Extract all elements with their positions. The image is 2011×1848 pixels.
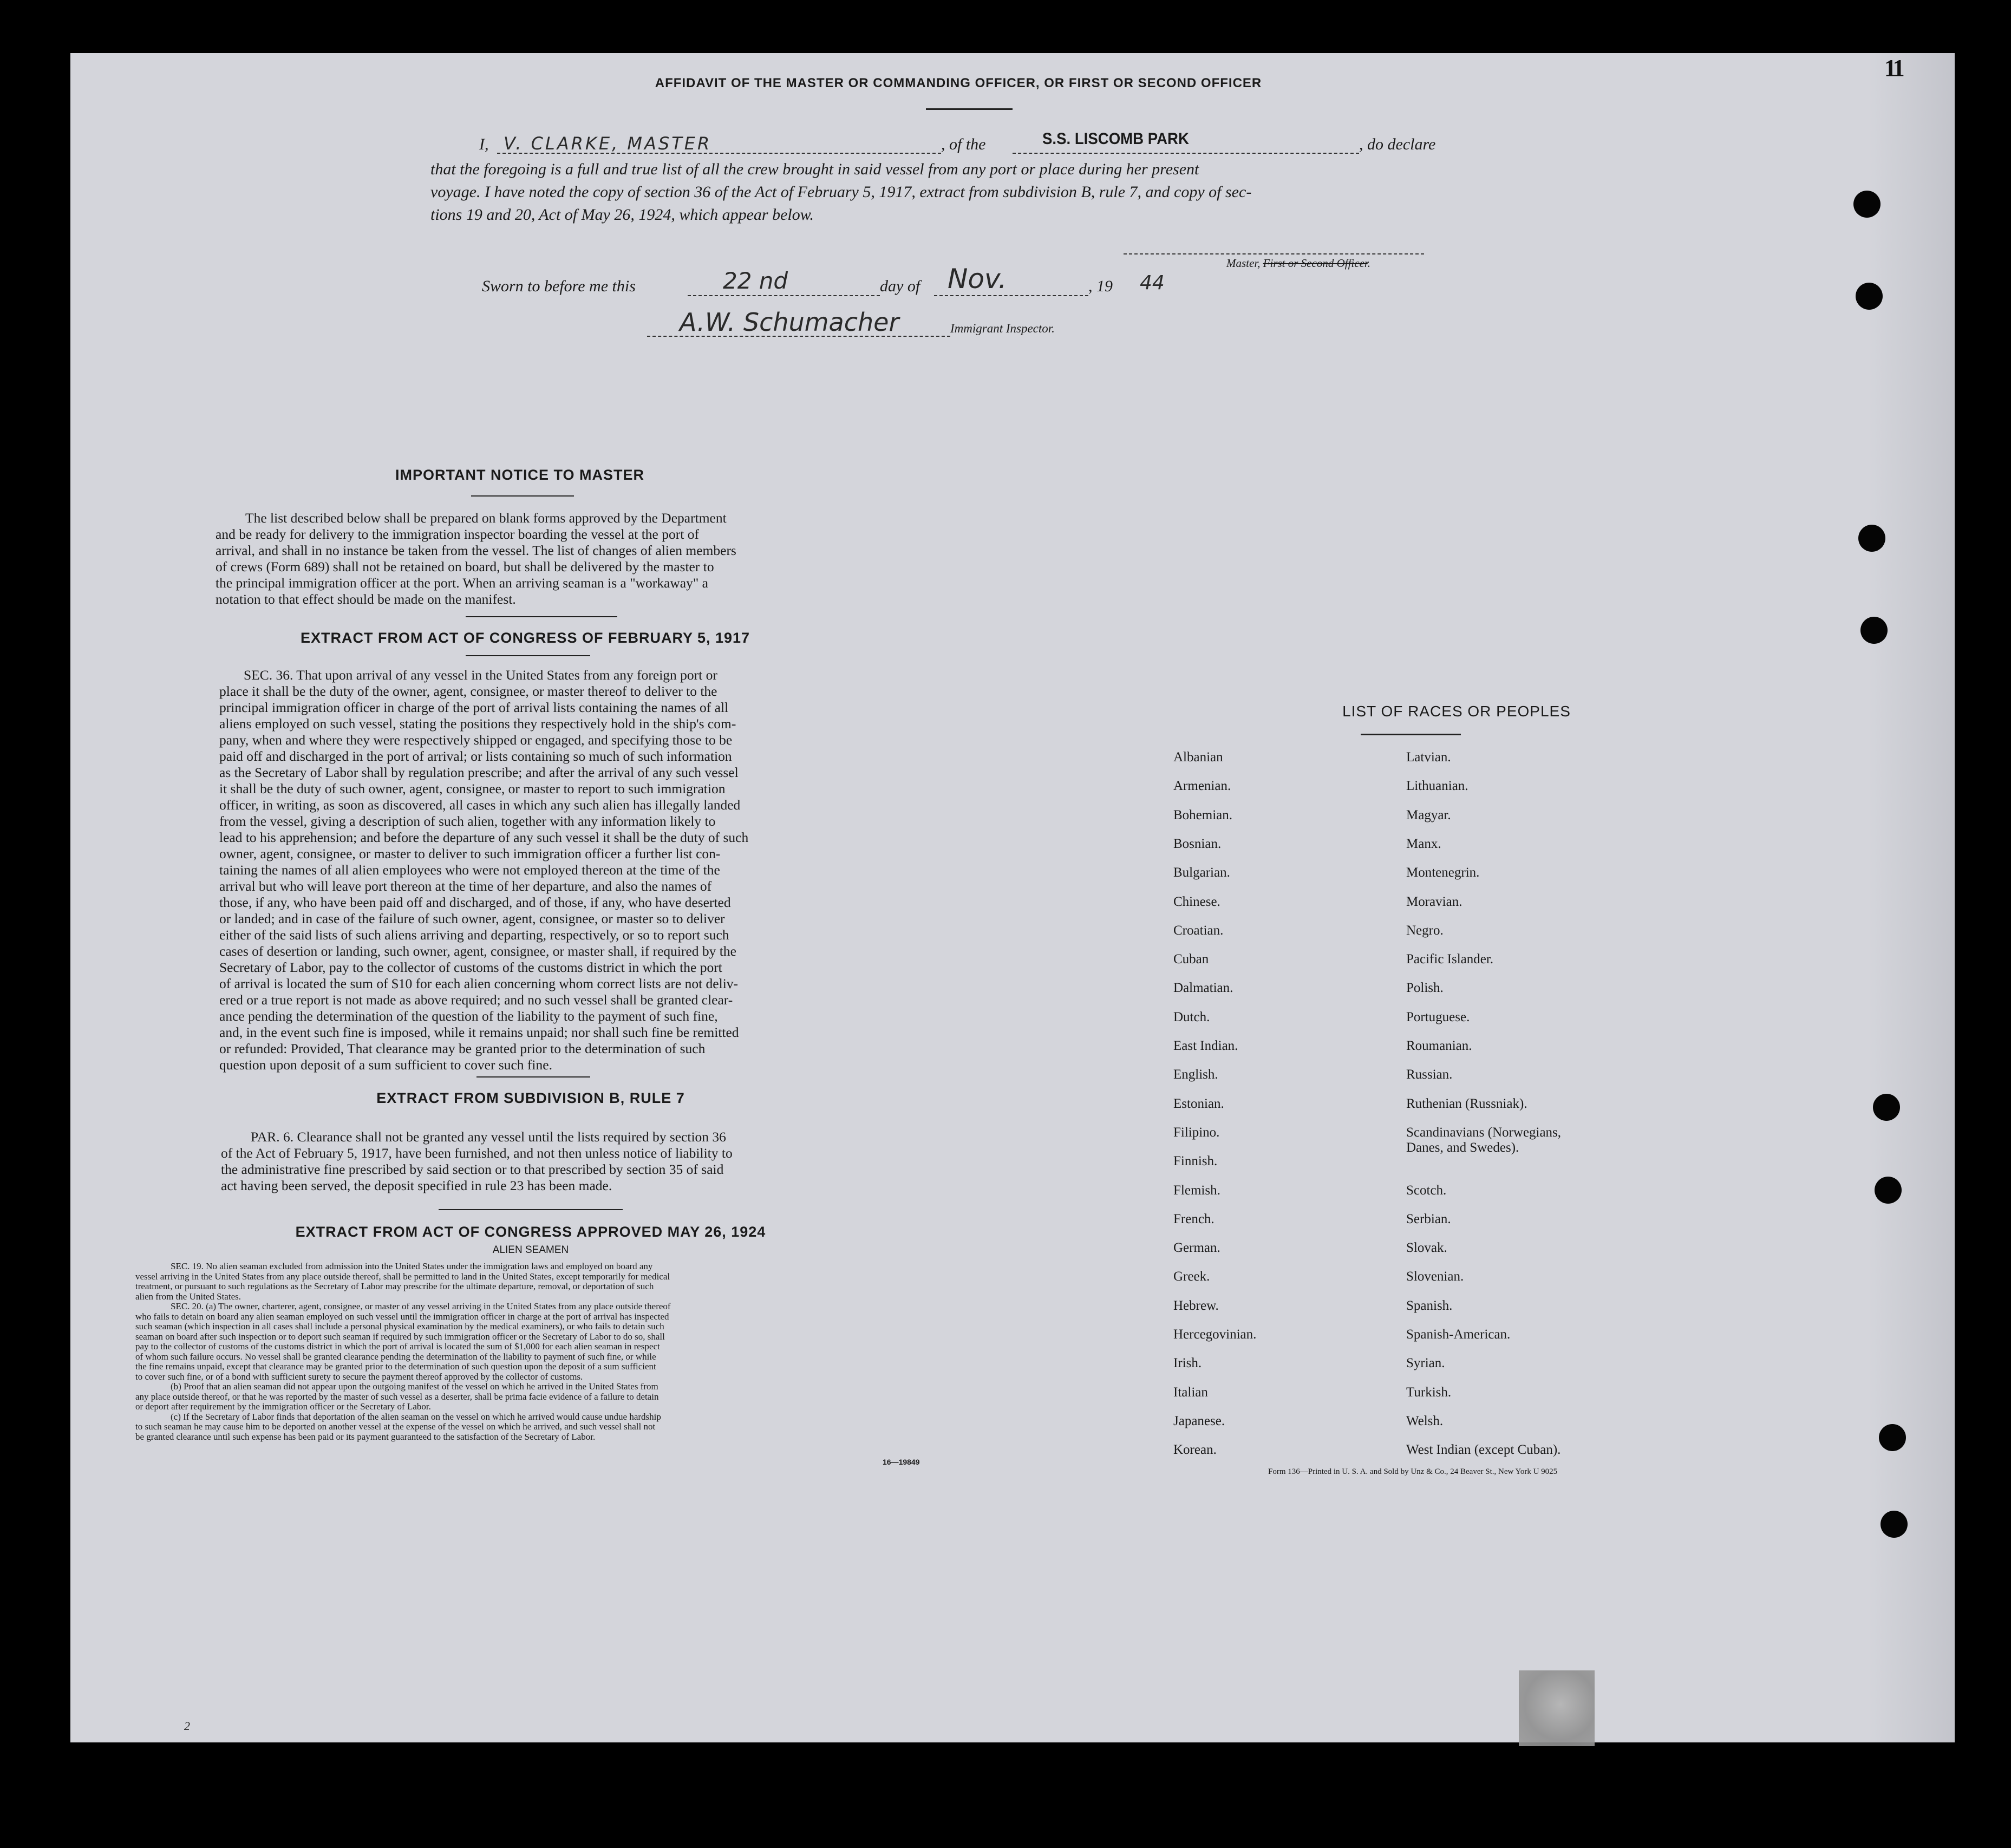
officer-caption-suffix: . — [1367, 257, 1370, 270]
text-line: the fine remains unpaid, except that clearance may be granted prior to the determination of such question upon the deposit of a sum sufficient — [135, 1361, 656, 1372]
text-line: (c) If the Secretary of Labor finds that deportation of the alien seaman on the vessel on which he arrived would cause undue hardship — [171, 1411, 661, 1422]
race-item: Armenian. — [1173, 779, 1231, 794]
text-line: to such seaman he may cause him to be deported on another vessel at the expense of the vessel on which he arrived, and such vessel shall not — [135, 1421, 656, 1432]
race-item: Ruthenian (Russniak). — [1406, 1096, 1527, 1111]
race-item: Slovenian. — [1406, 1269, 1464, 1284]
text-line: arrival but who will leave port thereon at the time of her departure, and also the names of — [219, 878, 712, 894]
race-item: Moravian. — [1406, 894, 1462, 909]
race-item: Bulgarian. — [1173, 865, 1230, 880]
inspector-title: Immigrant Inspector. — [950, 322, 1055, 335]
text-line: it shall be the duty of such owner, agent, consignee, or master to report to such immigration — [219, 781, 726, 796]
race-item: East Indian. — [1173, 1039, 1238, 1053]
text-line: any place outside thereof, or that he was reported by the master of such vessel as a deserter, shall be prima facie evidence of a failure to detain — [135, 1391, 659, 1402]
race-item: Negro. — [1406, 923, 1444, 938]
text-line: the administrative fine prescribed by said section or to that prescribed by section 35 of said — [221, 1161, 724, 1177]
divider — [1361, 734, 1461, 735]
race-item: Serbian. — [1406, 1211, 1451, 1226]
text-line: ance pending the determination of the question of the liability to the payment of such fine, — [219, 1008, 718, 1024]
text-line: or deport after requirement by the immigration officer or the Secretary of Labor. — [135, 1401, 431, 1412]
statement-line: tions 19 and 20, Act of May 26, 1924, which appear below. — [430, 206, 814, 224]
punch-hole — [1873, 1094, 1900, 1121]
text-line: of arrival is located the sum of $10 for each alien concerning whom correct lists are not deliv- — [219, 976, 739, 991]
text-line: or refunded: Provided, That clearance may be granted prior to the determination of such — [219, 1041, 706, 1056]
divider — [926, 108, 1013, 110]
extract-1917-body — [219, 667, 837, 1073]
notice-body — [216, 510, 833, 608]
race-item: Roumanian. — [1406, 1039, 1472, 1053]
sworn-month: Nov. — [948, 263, 1007, 295]
of-the-label: , of the — [941, 135, 986, 153]
text-line: of crews (Form 689) shall not be retained on board, but shall be delivered by the master to — [216, 559, 714, 574]
race-item: Welsh. — [1406, 1413, 1444, 1428]
divider — [476, 1076, 590, 1078]
margin-mark: 11 — [1884, 55, 1903, 81]
race-item: Bosnian. — [1173, 836, 1222, 851]
text-line: Secretary of Labor, pay to the collector of customs of the customs district in which the port — [219, 959, 722, 975]
text-line: aliens employed on such vessel, stating the positions they respectively hold in the ship's com- — [219, 716, 736, 732]
text-line: treatment, or pursuant to such regulations as the Secretary of Labor may prescribe for the ultimate departure, removal, or deportation of such — [135, 1281, 654, 1291]
text-line: who fails to detain on board any alien seaman employed on such vessel until the immigration officer in charge at the port of arrival has inspected — [135, 1311, 669, 1322]
text-line: cases of desertion or landing, such owner, agent, consignee, or master shall, if required by the — [219, 943, 736, 959]
text-line: or landed; and in case of the failure of such owner, agent, consignee, or master so to deliver — [219, 911, 725, 926]
text-line: (b) Proof that an alien seaman did not appear upon the outgoing manifest of the vessel on which he arrived in the United States from — [171, 1381, 658, 1392]
declarant-name: V. CLARKE, MASTER — [504, 133, 712, 154]
text-line: SEC. 20. (a) The owner, charterer, agent, consignee, or master of any vessel arriving in the United States from any place outside thereof — [171, 1301, 671, 1311]
text-line: paid off and discharged in the port of arrival; or lists containing so much of such information — [219, 748, 732, 764]
race-item: Filipino. — [1173, 1125, 1220, 1140]
race-item: German. — [1173, 1240, 1220, 1256]
text-line: SEC. 19. No alien seaman excluded from admission into the United States under the immigration laws and employed on board any — [171, 1261, 653, 1271]
inspector-signature: A.W. Schumacher — [680, 308, 899, 337]
punch-hole — [1856, 283, 1883, 310]
text-line: the principal immigration officer at the port. When an arriving seaman is a "workaway" a — [216, 575, 708, 591]
race-item: Irish. — [1173, 1356, 1202, 1371]
race-item: Chinese. — [1173, 894, 1220, 909]
text-line: as the Secretary of Labor shall by regulation prescribe; and after the arrival of any such vessel — [219, 765, 739, 780]
year-prefix: , 19 — [1088, 277, 1113, 295]
race-item: English. — [1173, 1067, 1218, 1082]
vessel-name: S.S. LISCOMB PARK — [1042, 130, 1189, 148]
race-item: French. — [1173, 1211, 1215, 1226]
sworn-day: 22 nd — [723, 267, 788, 294]
text-line: ered or a true report is not made as above required; and no such vessel shall be granted clear- — [219, 992, 733, 1008]
extract-1924-subtitle: ALIEN SEAMEN — [492, 1244, 569, 1256]
divider — [471, 495, 574, 497]
extract-1924-body — [135, 1262, 926, 1442]
stamp-smudge — [1519, 1670, 1595, 1746]
race-item: Finnish. — [1173, 1154, 1218, 1169]
race-item: Russian. — [1406, 1067, 1453, 1082]
text-line: arrival, and shall in no instance be taken from the vessel. The list of changes of alien members — [216, 543, 736, 558]
text-line: be granted clearance until such expense has been paid or its payment guaranteed to the satisfaction of the Secretary of Labor. — [135, 1431, 596, 1442]
text-line: PAR. 6. Clearance shall not be granted any vessel until the lists required by section 36 — [251, 1129, 726, 1145]
text-line: The list described below shall be prepared on blank forms approved by the Department — [245, 510, 727, 526]
officer-signature-line — [1124, 253, 1424, 254]
race-item: Estonian. — [1173, 1096, 1224, 1111]
text-line: question upon deposit of a sum sufficient to cover such fine. — [219, 1057, 552, 1073]
race-item: Greek. — [1173, 1269, 1210, 1284]
punch-hole — [1875, 1177, 1902, 1204]
text-line: pay to the collector of customs of the customs district in which the port of arrival is located the sum of $1,000 for each alien seaman in respect — [135, 1341, 660, 1351]
extract-1917-title: EXTRACT FROM ACT OF CONGRESS OF FEBRUARY 5, 1917 — [300, 630, 750, 646]
form-number: 16—19849 — [883, 1458, 920, 1466]
text-line: act having been served, the deposit specified in rule 23 has been made. — [221, 1178, 612, 1193]
text-line: principal immigration officer in charge of the port of arrival lists containing the names of all — [219, 700, 729, 715]
text-line: from the vessel, giving a description of such alien, together with any information likely to — [219, 813, 716, 829]
extract-rule7-title: EXTRACT FROM SUBDIVISION B, RULE 7 — [376, 1090, 685, 1106]
race-item: Cuban — [1173, 952, 1209, 967]
statement-line: voyage. I have noted the copy of section 36 of the Act of February 5, 1917, extract from subdivision B, rule 7, and copy of sec- — [430, 183, 1252, 201]
divider — [466, 655, 590, 656]
race-item: Manx. — [1406, 836, 1441, 851]
text-line: taining the names of all alien employees who were not employed thereon at the time of the — [219, 862, 720, 878]
text-line: notation to that effect should be made on the manifest. — [216, 591, 516, 607]
race-item: Flemish. — [1173, 1183, 1220, 1198]
sheet-edge — [1868, 53, 1955, 1742]
race-item: Italian — [1173, 1385, 1208, 1400]
punch-hole — [1853, 191, 1881, 218]
text-line: alien from the United States. — [135, 1291, 241, 1302]
notice-title: IMPORTANT NOTICE TO MASTER — [395, 467, 644, 483]
race-item: Pacific Islander. — [1406, 952, 1494, 967]
race-item: Croatian. — [1173, 923, 1224, 938]
race-item: Portuguese. — [1406, 1009, 1470, 1024]
officer-caption-struck: First or Second Officer — [1263, 257, 1368, 270]
i-prefix: I, — [479, 135, 489, 153]
sworn-month-line — [934, 295, 1088, 296]
day-of-label: day of — [880, 277, 920, 295]
officer-caption-prefix: Master, — [1226, 257, 1263, 270]
race-item: Polish. — [1406, 981, 1444, 996]
sworn-day-line — [688, 295, 880, 296]
race-item: Danes, and Swedes). — [1406, 1140, 1519, 1155]
punch-hole — [1879, 1424, 1906, 1451]
statement-line: that the foregoing is a full and true list of all the crew brought in said vessel from any port or place during her present — [430, 160, 1199, 178]
race-item: Bohemian. — [1173, 807, 1233, 822]
divider — [439, 1209, 623, 1210]
race-item: Scandinavians (Norwegians, — [1406, 1125, 1562, 1140]
race-item: West Indian (except Cuban). — [1406, 1442, 1561, 1458]
race-item: Hebrew. — [1173, 1298, 1219, 1313]
text-line: either of the said lists of such aliens arriving and departing, respectively, or so to report such — [219, 927, 729, 943]
race-item: Spanish-American. — [1406, 1327, 1511, 1342]
text-line: lead to his apprehension; and before the departure of any such vessel it shall be the duty of such — [219, 830, 749, 845]
text-line: officer, in writing, as soon as discovered, all cases in which any such alien has illegally landed — [219, 797, 741, 813]
text-line: of the Act of February 5, 1917, have been furnished, and not then unless notice of liability to — [221, 1145, 733, 1161]
race-item: Japanese. — [1173, 1413, 1225, 1428]
text-line: place it shall be the duty of the owner, agent, consignee, or master thereof to deliver to the — [219, 683, 717, 699]
race-item: Dutch. — [1173, 1009, 1210, 1024]
affidavit-title: AFFIDAVIT OF THE MASTER OR COMMANDING OFFICER, OR FIRST OR SECOND OFFICER — [655, 76, 1262, 90]
text-line: such seaman (which inspection in all cases shall include a personal physical examination by the medical examiners), or who fails to detain such — [135, 1321, 664, 1331]
text-line: SEC. 36. That upon arrival of any vessel in the United States from any foreign port or — [244, 667, 717, 683]
race-item: Magyar. — [1406, 807, 1451, 822]
year-suffix: 44 — [1140, 272, 1165, 294]
text-line: pany, when and where they were respectively shipped or engaged, and specifying those to be — [219, 732, 733, 748]
text-line: those, if any, who have been paid off and discharged, and of those, if any, who have deserted — [219, 894, 731, 910]
race-item: Slovak. — [1406, 1240, 1447, 1256]
punch-hole — [1881, 1511, 1908, 1538]
races-title: LIST OF RACES OR PEOPLES — [1342, 703, 1571, 720]
extract-1924-title: EXTRACT FROM ACT OF CONGRESS APPROVED MAY 26, 1924 — [295, 1224, 766, 1240]
affidavit-statement — [430, 158, 1459, 226]
text-line: to cover such fine, or of a bond with sufficient surety to secure the payment thereof approved by the collector of customs. — [135, 1371, 583, 1382]
extract-rule7-body — [221, 1129, 838, 1194]
text-line: of whom such failure occurs. No vessel shall be granted clearance pending the determination of the liability to payment of such fine, or while — [135, 1351, 656, 1362]
vessel-line — [1013, 153, 1359, 154]
margin-mark: 2 — [184, 1719, 190, 1733]
form-footer: Form 136—Printed in U. S. A. and Sold by Unz & Co., 24 Beaver St., New York U 9025 — [1268, 1467, 1558, 1476]
divider — [466, 616, 617, 617]
race-item: Latvian. — [1406, 750, 1451, 765]
race-item: Dalmatian. — [1173, 981, 1233, 996]
text-line: seaman on board after such inspection or to deport such seaman if required by such immigration officer or the Secretary of Labor to do so, shall — [135, 1331, 665, 1342]
race-item: Montenegrin. — [1406, 865, 1480, 880]
race-item: Scotch. — [1406, 1183, 1447, 1198]
text-line: and be ready for delivery to the immigration inspector boarding the vessel at the port of — [216, 526, 699, 542]
race-item: Spanish. — [1406, 1298, 1453, 1313]
race-item: Lithuanian. — [1406, 779, 1468, 794]
punch-hole — [1860, 617, 1888, 644]
race-item: Syrian. — [1406, 1356, 1445, 1371]
text-line: vessel arriving in the United States from any place outside thereof, shall be permitted to land in the United States, except temporarily for medical — [135, 1271, 670, 1282]
officer-caption — [1226, 257, 1370, 270]
text-line: and, in the event such fine is imposed, while it remains unpaid; nor shall such fine be remitted — [219, 1024, 739, 1040]
sworn-prefix: Sworn to before me this — [482, 277, 636, 295]
do-declare-label: , do declare — [1359, 135, 1436, 153]
race-item: Korean. — [1173, 1442, 1217, 1458]
race-item: Turkish. — [1406, 1385, 1452, 1400]
race-item: Albanian — [1173, 750, 1223, 765]
race-item: Hercegovinian. — [1173, 1327, 1257, 1342]
punch-hole — [1858, 525, 1885, 552]
text-line: owner, agent, consignee, or master to deliver to such immigration officer a further list con- — [219, 846, 721, 861]
